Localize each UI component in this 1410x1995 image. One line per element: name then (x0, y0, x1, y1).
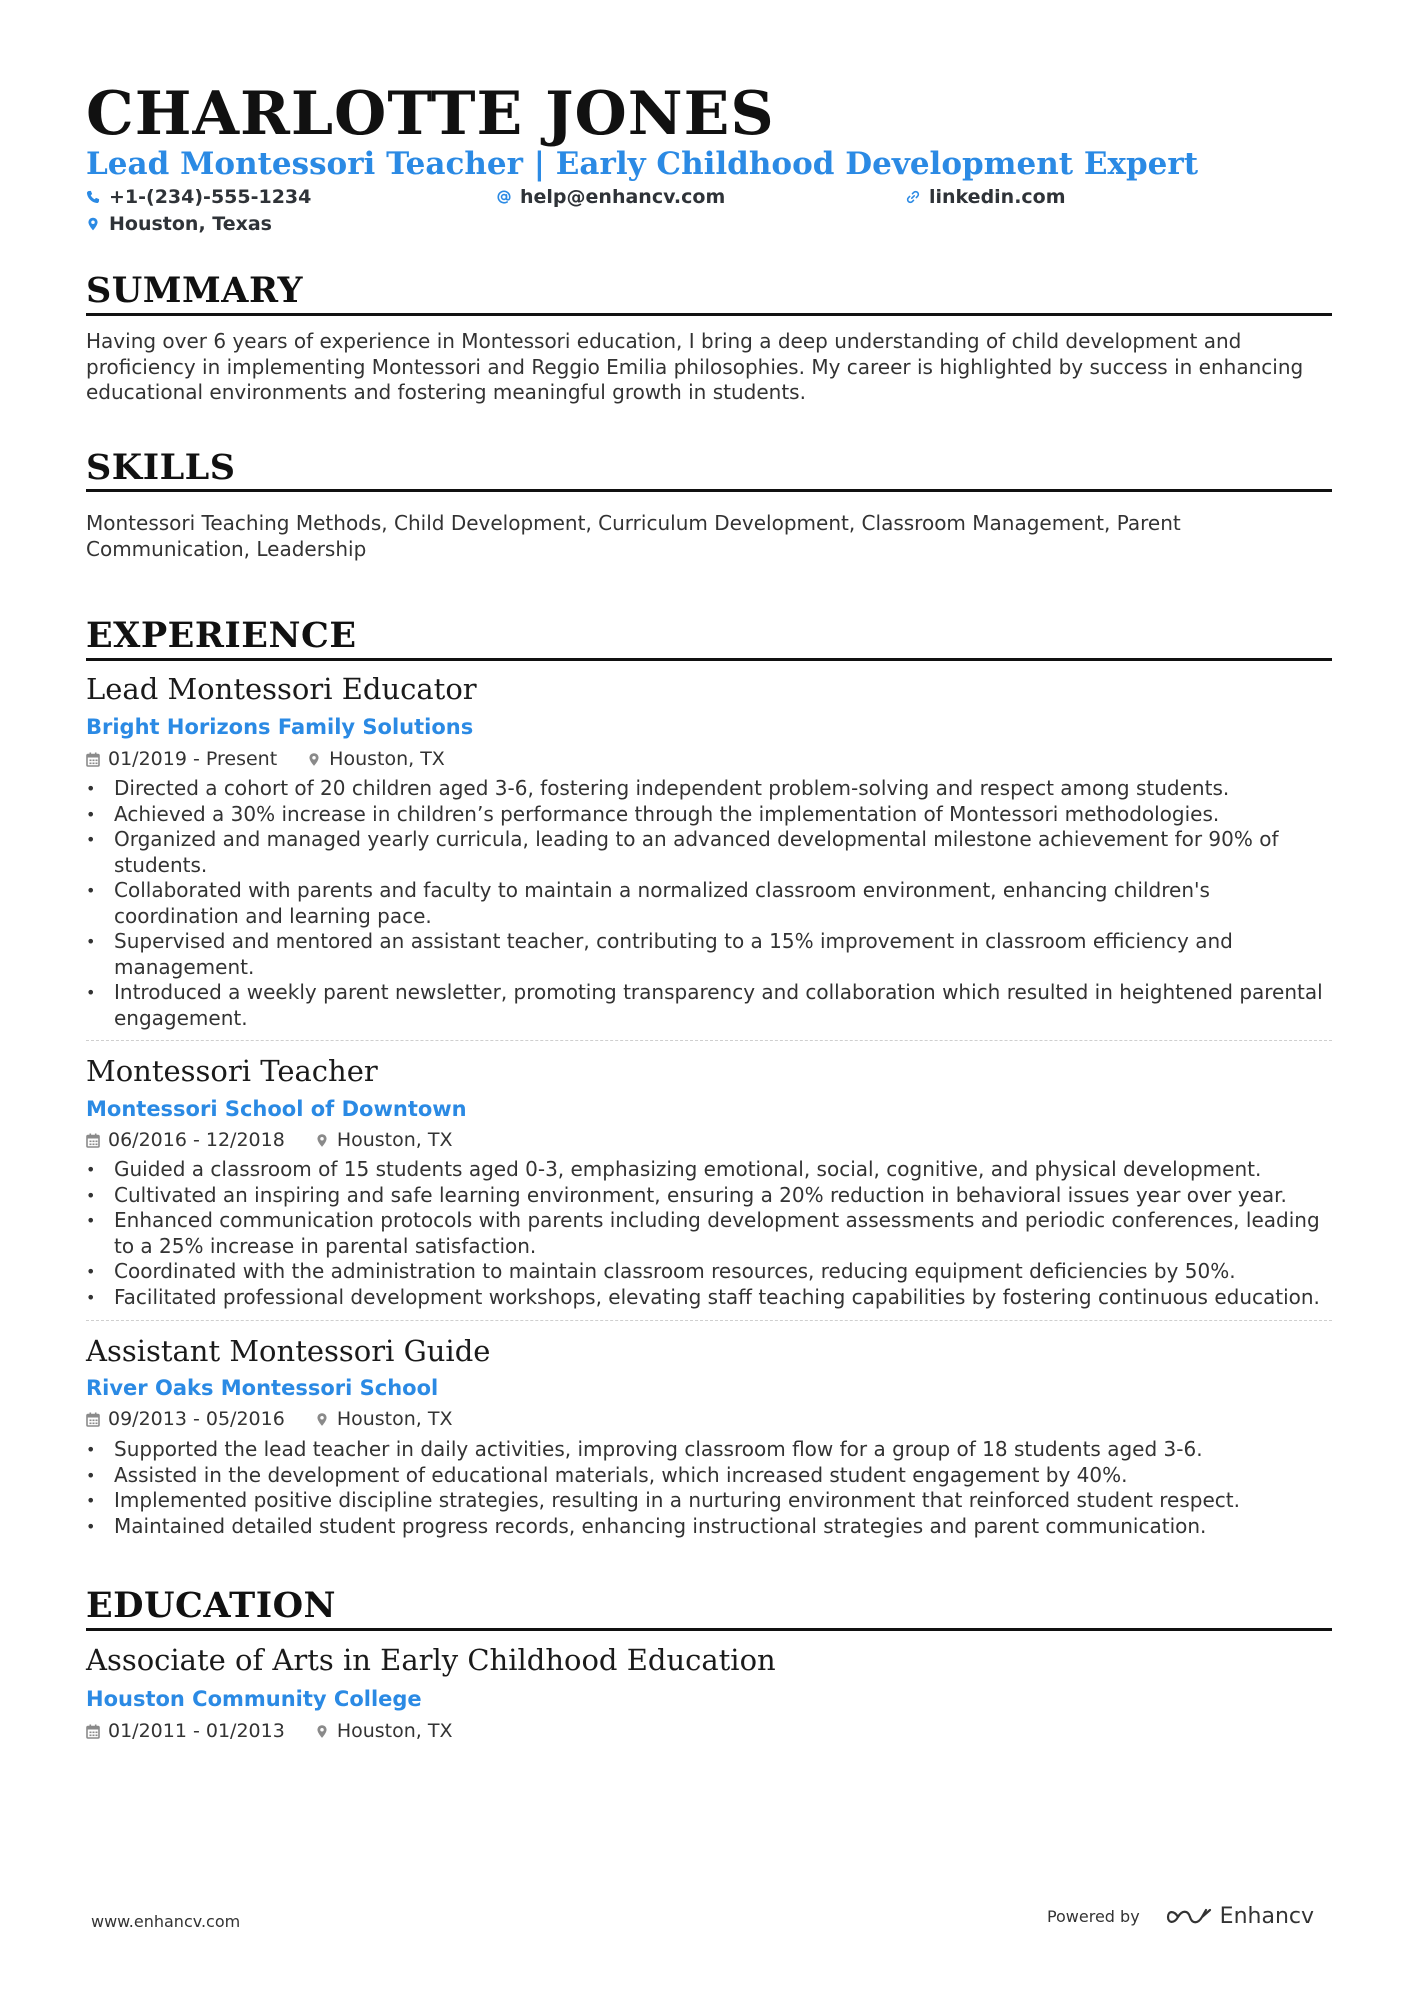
job-location: Houston, TX (336, 1129, 453, 1151)
contact-email[interactable] (497, 184, 725, 210)
candidate-name: CHARLOTTE JONES (86, 79, 775, 149)
section-title-summary: SUMMARY (86, 270, 303, 311)
job-divider (86, 1320, 1332, 1321)
education-location: Houston, TX (336, 1720, 453, 1742)
job-meta (86, 746, 445, 772)
email-text: help@enhancv.com (520, 186, 726, 208)
company-name[interactable]: Bright Horizons Family Solutions (86, 715, 474, 739)
phone-icon (86, 190, 100, 204)
list-item: • Cultivated an inspiring and safe learning environment, ensuring a 20% reduction in behavioral issues year over year. (86, 1183, 1332, 1209)
linkedin-text: linkedin.com (929, 186, 1066, 208)
contact-location (86, 211, 272, 237)
list-item: • Supervised and mentored an assistant teacher, contributing to a 15% improvement in classroom efficiency and management. (86, 929, 1332, 980)
company-name[interactable]: River Oaks Montessori School (86, 1376, 439, 1400)
list-item: • Introduced a weekly parent newsletter, promoting transparency and collaboration which resulted in heightened parental engagement. (86, 980, 1332, 1031)
link-icon (906, 190, 920, 204)
degree-title: Associate of Arts in Early Childhood Education (86, 1643, 776, 1677)
calendar-icon (86, 1133, 100, 1148)
calendar-icon (86, 1724, 100, 1739)
job-divider (86, 1040, 1332, 1041)
location-text: Houston, Texas (109, 213, 272, 235)
phone-text: +1-(234)-555-1234 (109, 186, 312, 208)
section-title-education: EDUCATION (86, 1585, 337, 1626)
map-pin-icon (86, 217, 100, 231)
job-dates: 01/2019 - Present (108, 748, 278, 770)
job-bullets (86, 1157, 1332, 1310)
job-meta (86, 1406, 452, 1432)
education-meta (86, 1718, 452, 1744)
section-divider (86, 313, 1332, 316)
map-pin-icon (315, 1412, 329, 1427)
contact-linkedin[interactable] (906, 184, 1066, 210)
list-item: • Guided a classroom of 15 students aged 0-3, emphasizing emotional, social, cognitive, and physical development. (86, 1157, 1332, 1183)
resume-page (86, 0, 1332, 1995)
list-item: • Implemented positive discipline strategies, resulting in a nurturing environment that reinforced student respect. (86, 1488, 1332, 1514)
at-sign-icon (497, 190, 511, 204)
section-divider (86, 658, 1332, 661)
list-item: • Achieved a 30% increase in children’s performance through the implementation of Montessori methodologies. (86, 802, 1332, 828)
list-item: • Directed a cohort of 20 children aged 3-6, fostering independent problem-solving and respect among students. (86, 776, 1332, 802)
list-item: • Supported the lead teacher in daily activities, improving classroom flow for a group of 18 students aged 3-6. (86, 1437, 1332, 1463)
calendar-icon (86, 1412, 100, 1427)
map-pin-icon (315, 1133, 329, 1148)
section-title-skills: SKILLS (86, 447, 236, 488)
section-divider (86, 1628, 1332, 1631)
list-item: • Assisted in the development of educational materials, which increased student engagement by 40%. (86, 1463, 1332, 1489)
list-item: • Enhanced communication protocols with parents including development assessments and periodic conferences, leading to a 25% increase in parental satisfaction. (86, 1208, 1332, 1259)
list-item: • Maintained detailed student progress records, enhancing instructional strategies and parent communication. (86, 1514, 1332, 1540)
job-bullets (86, 776, 1332, 1031)
job-dates: 09/2013 - 05/2016 (108, 1408, 285, 1430)
contact-phone[interactable] (86, 184, 311, 210)
job-dates: 06/2016 - 12/2018 (108, 1129, 285, 1151)
job-title: Assistant Montessori Guide (86, 1334, 491, 1368)
map-pin-icon (307, 752, 321, 767)
footer-website[interactable]: www.enhancv.com (91, 1912, 241, 1931)
section-title-experience: EXPERIENCE (86, 615, 357, 656)
list-item: • Coordinated with the administration to maintain classroom resources, reducing equipment deficiencies by 50%. (86, 1259, 1332, 1285)
job-location: Houston, TX (329, 748, 445, 770)
list-item: • Collaborated with parents and faculty to maintain a normalized classroom environment, enhancing children's coordination and learning pace. (86, 878, 1332, 929)
company-name[interactable]: Montessori School of Downtown (86, 1097, 467, 1121)
school-name[interactable]: Houston Community College (86, 1687, 422, 1711)
job-location: Houston, TX (336, 1408, 453, 1430)
job-meta (86, 1127, 452, 1153)
job-title: Lead Montessori Educator (86, 672, 477, 706)
summary-text: Having over 6 years of experience in Montessori education, I bring a deep understanding of child development and proficiency in implementing Montessori and Reggio Emilia philosophies. My career is highlighted by success in enhancing educational environments and fostering meaningful growth in students. (86, 329, 1304, 404)
section-divider (86, 489, 1332, 492)
job-bullets (86, 1437, 1332, 1539)
calendar-icon (86, 752, 100, 767)
skills-text: Montessori Teaching Methods, Child Development, Curriculum Development, Classroom Management, Parent Communication, Leadership (86, 511, 1181, 561)
education-dates: 01/2011 - 01/2013 (108, 1720, 285, 1742)
candidate-headline: Lead Montessori Teacher | Early Childhood Development Expert (86, 146, 1199, 182)
powered-by-label: Powered by (1046, 1907, 1140, 1926)
brand-name: Enhancv (1219, 1904, 1314, 1929)
list-item: • Organized and managed yearly curricula, leading to an advanced developmental milestone achievement for 90% of students. (86, 827, 1332, 878)
list-item: • Facilitated professional development workshops, elevating staff teaching capabilities by fostering continuous education. (86, 1285, 1332, 1311)
job-title: Montessori Teacher (86, 1054, 378, 1088)
map-pin-icon (315, 1724, 329, 1739)
footer-branding[interactable] (1047, 1904, 1314, 1929)
enhancv-logo-icon (1166, 1906, 1212, 1928)
